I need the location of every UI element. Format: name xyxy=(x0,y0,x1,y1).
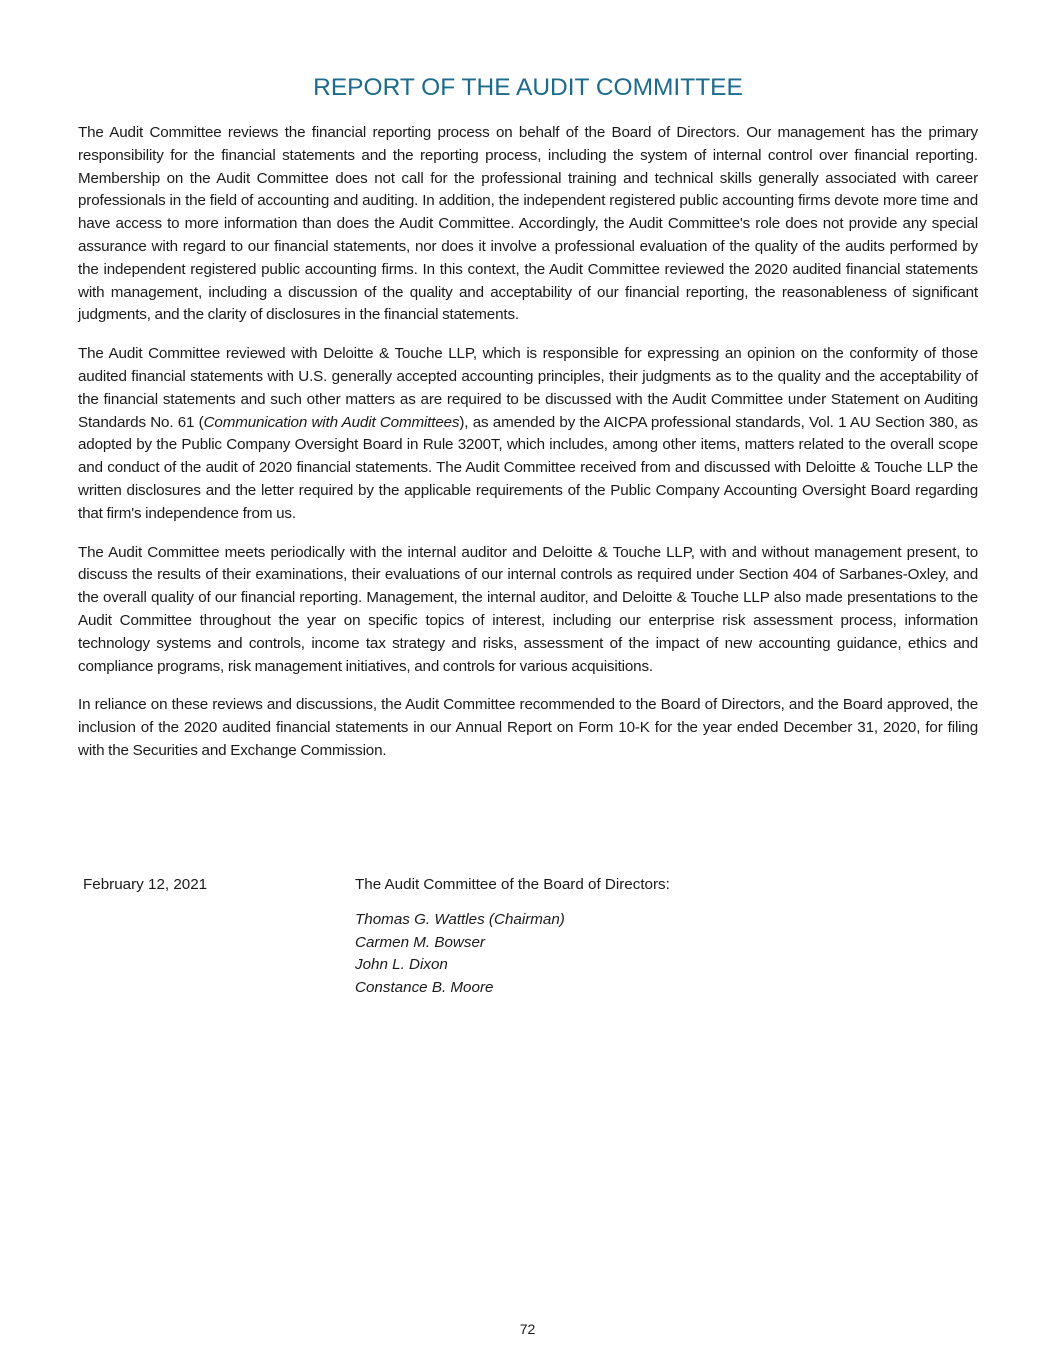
committee-member: Constance B. Moore xyxy=(355,979,494,997)
italic-citation: Communication with Audit Committees xyxy=(203,413,460,431)
report-title: REPORT OF THE AUDIT COMMITTEE xyxy=(313,74,743,101)
paragraph-recommendation: In reliance on these reviews and discussions, the Audit Committee recommended to the Board of Directors, and the Board approved, the inclusion of the 2020 audited financial statements in our Annual Report on Form 10-K for the year ended December 31, 2020, for filing with the Securities and Exchange Commission. xyxy=(78,696,978,759)
paragraph-text: ), as amended by the AICPA professional standards, Vol. 1 AU Section 380, as adopted by the Public Company Oversight Board in Rule 3200T, which includes, among other items, matters related to the overall scope and conduct of the audit of 2020 financial statements. The Audit Committee received from and discussed with Deloitte & Touche LLP the written disclosures and the letter required by the applicable requirements of the Public Company Accounting Oversight Board regarding that firm's independence from us. xyxy=(78,413,978,522)
page-number: 72 xyxy=(519,1321,536,1337)
committee-member: Thomas G. Wattles (Chairman) xyxy=(355,910,565,928)
report-date: February 12, 2021 xyxy=(83,876,208,893)
paragraph-review-process: The Audit Committee reviews the financial reporting process on behalf of the Board of Directors. Our management has the primary responsibility for the financial statements and the reporting process, including the system of internal control over financial reporting. Membership on the Audit Committee does not call for the professional training and technical skills generally associated with career professionals in the field of accounting and auditing. In addition, the independent registered public accounting firms devote more time and have access to more information than does the Audit Committee. Accordingly, the Audit Committee's role does not provide any special assurance with regard to our financial statements, nor does it involve a professional evaluation of the quality of the audits performed by the independent registered public accounting firms. In this context, the Audit Committee reviewed the 2020 audited financial statements with management, including a discussion of the quality and acceptability of our financial reporting, the reasonableness of significant judgments, and the clarity of disclosures in the financial statements. xyxy=(78,124,978,324)
committee-signatures xyxy=(355,874,955,1000)
report-body xyxy=(78,122,978,779)
paragraph-meetings: The Audit Committee meets periodically with the internal auditor and Deloitte & Touche LLP, with and without management present, to discuss the results of their examinations, their evaluations of our internal controls as required under Section 404 of Sarbanes-Oxley, and the overall quality of our financial reporting. Management, the internal auditor, and Deloitte & Touche LLP also made presentations to the Audit Committee throughout the year on specific topics of interest, including our enterprise risk assessment process, information technology systems and controls, income tax strategy and risks, assessment of the impact of new accounting guidance, ethics and compliance programs, risk management initiatives, and controls for various acquisitions. xyxy=(78,543,978,675)
committee-member: Carmen M. Bowser xyxy=(355,933,485,951)
committee-member: John L. Dixon xyxy=(355,956,448,974)
paragraph-deloitte-review xyxy=(78,343,978,525)
committee-heading: The Audit Committee of the Board of Directors: xyxy=(355,876,670,893)
paragraph-text: The Audit Committee reviewed with Deloitte & Touche LLP, which is responsible for expressing an opinion on the conformity of those audited financial statements with U.S. generally accepted accounting principles, their judgments as to the quality and the acceptability of the financial statements and such other matters as are required to be discussed with the Audit Committee under Statement on Auditing Standards No. 61 ( xyxy=(78,345,978,431)
